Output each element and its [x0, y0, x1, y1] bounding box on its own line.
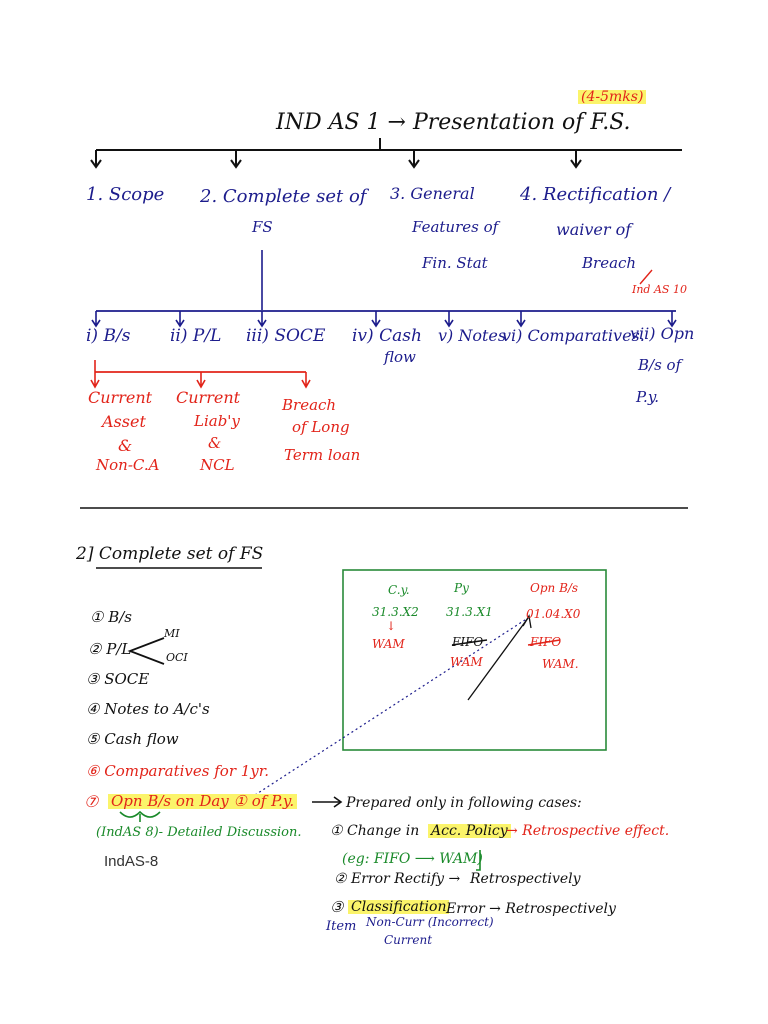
box-date-py: 31.3.X1: [446, 605, 493, 619]
branch-complete-set-l2: FS: [252, 218, 273, 236]
component-pl: ii) P/L: [170, 326, 222, 346]
bs-current-asset-l2: Asset: [102, 412, 146, 431]
section-heading: 2] Complete set of FS: [76, 544, 264, 564]
box-opn: Opn B/s: [530, 581, 579, 595]
fs-item-soce: ③ SOCE: [86, 670, 150, 688]
branch-general-l3: Fin. Stat: [422, 254, 488, 272]
branch-complete-set: 2. Complete set of: [200, 186, 367, 207]
box-method-py-new: WAM: [450, 655, 483, 669]
indas8-note: (IndAS 8)- Detailed Discussion.: [96, 825, 302, 840]
branch-general-l2: Features of: [412, 218, 499, 236]
box-arrow: ↓: [386, 619, 397, 633]
fs-item-notes: ④ Notes to A/c's: [86, 700, 210, 718]
fs-item-comparatives: ⑥ Comparatives for 1yr.: [86, 762, 270, 780]
case-3-highlight: Classification: [348, 900, 449, 914]
case-3-text: Error → Retrospectively: [446, 901, 616, 917]
cases-intro: Prepared only in following cases:: [346, 795, 582, 811]
bs-current-liab-l3: &: [208, 434, 222, 452]
bs-breach-l3: Term loan: [284, 446, 361, 464]
fs-item-bs: ① B/s: [90, 608, 132, 626]
component-soce: iii) SOCE: [246, 326, 326, 346]
case-3-num: ③: [330, 898, 344, 916]
fs-item-cash-flow: ⑤ Cash flow: [86, 730, 179, 748]
component-opn-bs-l3: P.y.: [636, 388, 660, 406]
fs-item-pl: ② P/L: [88, 640, 132, 658]
box-method-py-old: FIFO: [452, 635, 484, 649]
branch-rectification-l3: Breach: [582, 254, 637, 272]
page-title: IND AS 1 → Presentation of F.S.: [276, 110, 631, 135]
case-2-effect: Retrospectively: [470, 871, 581, 887]
bs-current-asset-l4: Non-C.A: [96, 456, 160, 474]
marks-badge: (4-5mks): [578, 90, 646, 104]
case-1: ① Change in: [330, 823, 420, 839]
indas10-note: Ind AS 10: [632, 283, 687, 296]
indas8-label: IndAS-8: [104, 853, 159, 870]
fs-item-opn-num: ⑦: [84, 792, 99, 811]
box-date-cy: 31.3.X2: [372, 605, 419, 619]
case-3-item: Item: [326, 919, 357, 934]
fs-item-pl-oci: OCI: [166, 651, 188, 664]
component-bs: i) B/s: [86, 326, 131, 346]
bs-current-liab-l4: NCL: [200, 456, 235, 474]
branch-rectification: 4. Rectification /: [520, 184, 671, 205]
bs-current-liab: Current: [176, 388, 241, 407]
box-date-opn: 01.04.X0: [526, 607, 581, 621]
case-1-effect: → Retrospective effect.: [506, 823, 670, 839]
fs-item-pl-mi: MI: [164, 627, 180, 640]
bs-breach-l2: of Long: [292, 418, 350, 436]
bs-breach: Breach: [282, 396, 337, 414]
case-2: ② Error Rectify →: [334, 871, 461, 887]
box-cy: C.y.: [388, 583, 410, 597]
case-3-note-2: Current: [384, 933, 433, 947]
case-1-highlight: Acc. Policy: [428, 824, 511, 838]
component-notes: v) Notes: [438, 326, 507, 345]
fs-item-opn-bs: Opn B/s on Day ① of P.y.: [108, 794, 297, 809]
case-1-example: (eg: FIFO ⟶ WAM): [342, 851, 483, 867]
branch-general: 3. General: [390, 184, 475, 203]
branch-scope: 1. Scope: [86, 184, 165, 205]
component-opn-bs: vii) Opn: [630, 324, 695, 343]
branch-rectification-l2: waiver of: [556, 220, 632, 239]
component-comparatives: vi) Comparatives.: [502, 326, 645, 345]
box-method-opn-old: FIFO: [530, 635, 562, 649]
component-opn-bs-l2: B/s of: [638, 356, 682, 374]
case-3-note: Non-Curr (Incorrect): [366, 915, 494, 929]
component-cash-flow-l2: flow: [384, 348, 416, 366]
bs-current-asset: Current: [88, 388, 153, 407]
bs-current-asset-l3: &: [118, 436, 133, 455]
box-py: Py: [454, 581, 469, 595]
box-method-opn-new: WAM.: [542, 657, 579, 671]
component-cash-flow: iv) Cash: [352, 326, 422, 346]
bs-current-liab-l2: Liab'y: [194, 412, 240, 430]
box-method-cy: WAM: [372, 637, 405, 651]
